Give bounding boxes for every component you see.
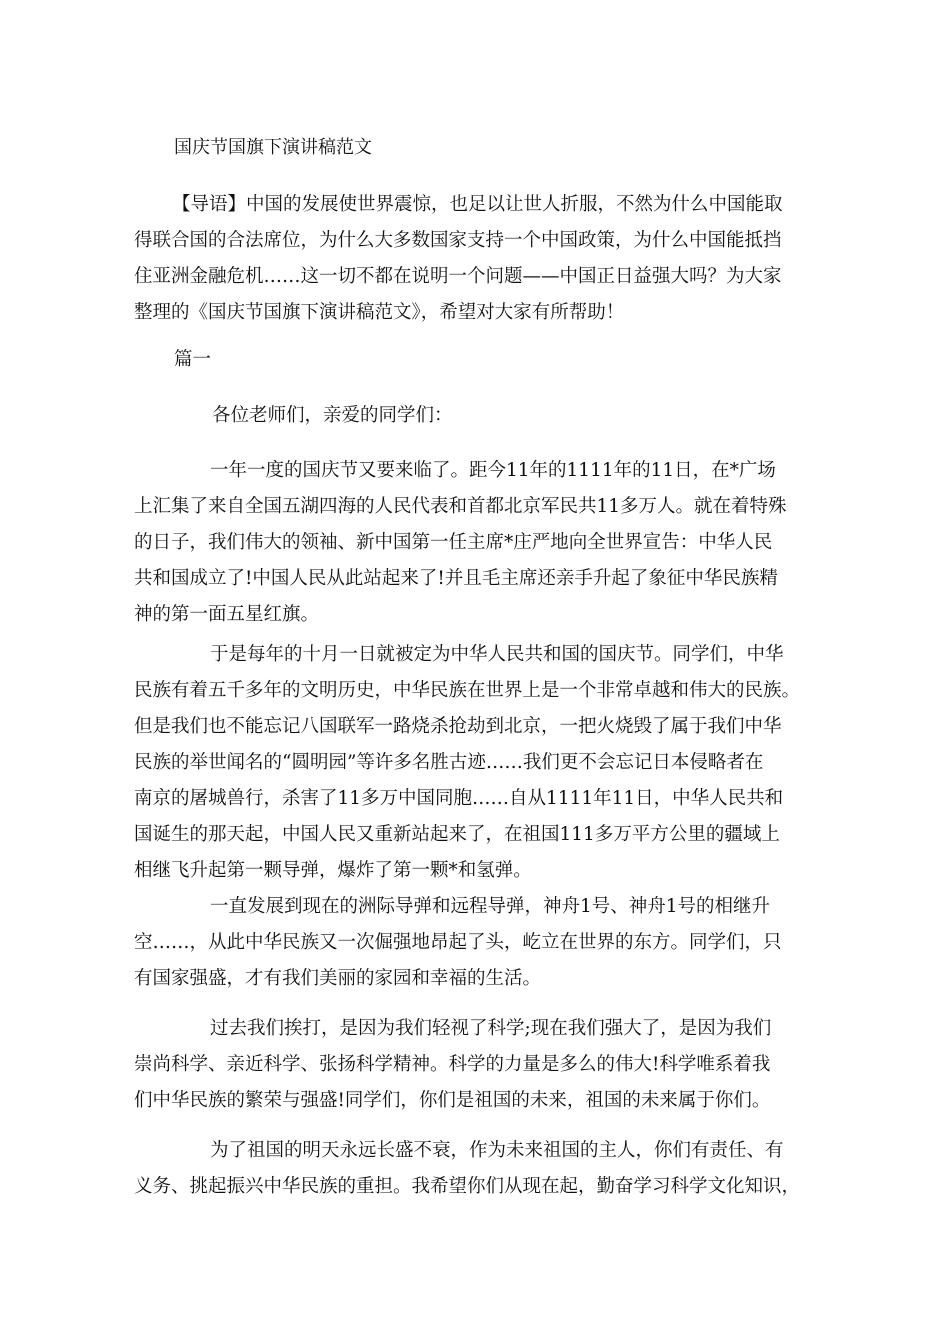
paragraph-line: 上汇集了来自全国五湖四海的人民代表和首都北京军民共11多万人。就在着特殊 [134, 496, 787, 517]
paragraph-line: 民族的举世闻名的“圆明园”等许多名胜古迹……我们更不会忘记日本侵略者在 [134, 752, 764, 773]
paragraph-line: 国诞生的那天起，中国人民又重新站起来了，在祖国111多万平方公里的疆域上 [134, 824, 780, 845]
paragraph-line: 过去我们挨打，是因为我们轻视了科学;现在我们强大了，是因为我们 [210, 1018, 772, 1039]
paragraph-line: 南京的屠城兽行，杀害了11多万中国同胞……自从1111年11日，中华人民共和 [134, 788, 784, 809]
paragraph-line: 空……，从此中华民族又一次倔强地昂起了头，屹立在世界的东方。同学们，只 [134, 932, 782, 953]
paragraph-line: 但是我们也不能忘记八国联军一路烧杀抢劫到北京，一把火烧毁了属于我们中华 [134, 716, 782, 737]
paragraph-line: 相继飞升起第一颗导弹，爆炸了第一颗*和氢弹。 [134, 860, 532, 881]
intro-line: 住亚洲金融危机……这一切不都在说明一个问题——中国正日益强大吗？为大家 [134, 266, 782, 287]
paragraph-line: 一直发展到现在的洲际导弹和远程导弹，神舟1号、神舟1号的相继升 [210, 896, 771, 917]
body-paragraph-5 [134, 1133, 830, 1205]
body-paragraph-3 [134, 889, 830, 997]
paragraph-line: 崇尚科学、亲近科学、张扬科学精神。科学的力量是多么的伟大!科学唯系着我 [134, 1054, 771, 1075]
section-heading: 篇一 [174, 349, 212, 370]
paragraph-line: 们中华民族的繁荣与强盛!同学们，你们是祖国的未来，祖国的未来属于你们。 [134, 1090, 771, 1111]
paragraph-line: 一年一度的国庆节又要来临了。距今11年的1111年的11日，在*广场 [210, 460, 776, 481]
paragraph-line: 的日子，我们伟大的领袖、新中国第一任主席*庄严地向全世界宣告：中华人民 [134, 532, 773, 553]
paragraph-line: 民族有着五千多年的文明历史，中华民族在世界上是一个非常卓越和伟大的民族。 [134, 680, 801, 701]
paragraph-line: 为了祖国的明天永远长盛不衰，作为未来祖国的主人，你们有责任、有 [210, 1140, 784, 1161]
paragraph-line: 于是每年的十月一日就被定为中华人民共和国的国庆节。同学们，中华 [210, 644, 784, 665]
paragraph-line: 共和国成立了!中国人民从此站起来了!并且毛主席还亲手升起了象征中华民族精 [134, 568, 778, 589]
paragraph-line: 义务、挑起振兴中华民族的重担。我希望你们从现在起，勤奋学习科学文化知识， [134, 1176, 801, 1197]
intro-line: 【导语】中国的发展使世界震惊，也足以让世人折服，不然为什么中国能取 [172, 194, 783, 215]
body-paragraph-4 [134, 1011, 830, 1119]
document-title: 国庆节国旗下演讲稿范文 [174, 137, 372, 158]
salutation: 各位老师们，亲爱的同学们： [212, 405, 453, 426]
paragraph-line: 有国家强盛，才有我们美丽的家园和幸福的生活。 [134, 968, 542, 989]
intro-paragraph [134, 187, 830, 331]
paragraph-line: 神的第一面五星红旗。 [134, 604, 320, 625]
intro-line: 得联合国的合法席位，为什么大多数国家支持一个中国政策，为什么中国能抵挡 [134, 230, 782, 251]
intro-line: 整理的《国庆节国旗下演讲稿范文》，希望对大家有所帮助！ [134, 302, 625, 323]
body-paragraph-1 [134, 453, 830, 633]
body-paragraph-2 [134, 637, 830, 889]
